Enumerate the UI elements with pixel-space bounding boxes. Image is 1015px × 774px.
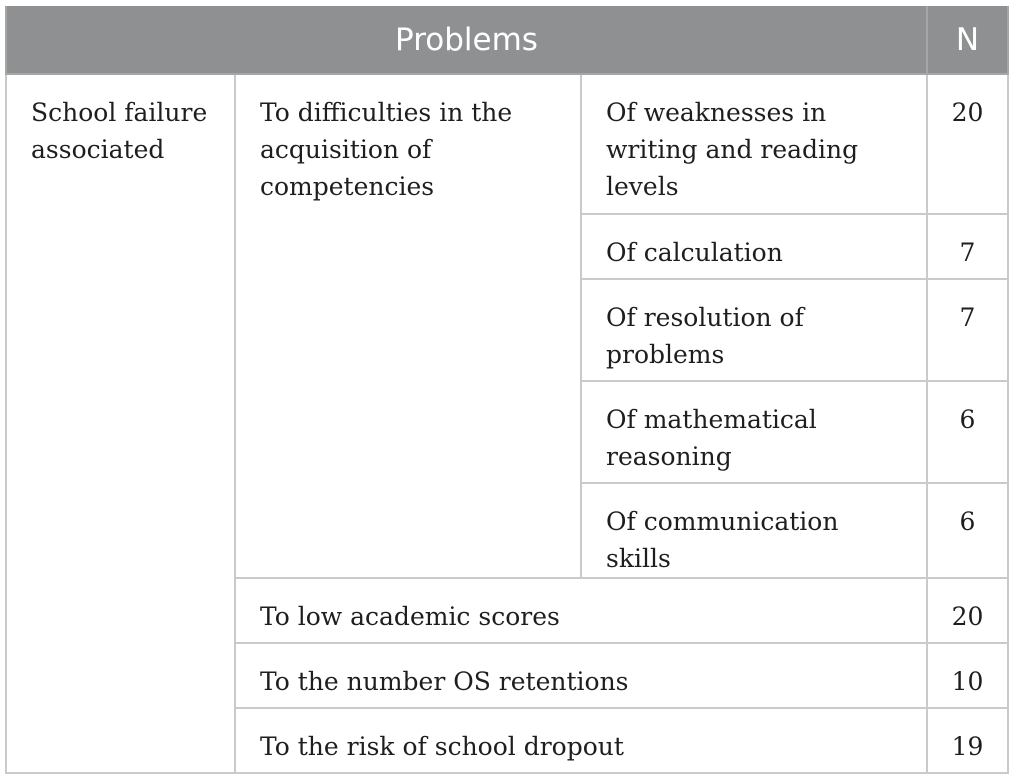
- table-row: [6, 74, 1008, 214]
- row-count: 19: [927, 708, 1008, 773]
- table-header: [6, 6, 1008, 74]
- header-n: N: [927, 6, 1008, 74]
- row-label: To the risk of school dropout: [235, 708, 927, 773]
- row-count: 7: [927, 279, 1008, 381]
- row-label: To the number OS retentions: [235, 643, 927, 708]
- problems-table-container: [5, 6, 1009, 774]
- row-label: Of mathematical reasoning: [581, 381, 927, 483]
- row-label: Of calculation: [581, 214, 927, 279]
- group-cell: School failure associated: [6, 74, 235, 773]
- row-count: 6: [927, 381, 1008, 483]
- row-count: 20: [927, 74, 1008, 214]
- row-label: Of weaknesses in writing and reading levels: [581, 74, 927, 214]
- row-count: 20: [927, 578, 1008, 643]
- row-count: 7: [927, 214, 1008, 279]
- row-label: Of resolution of problems: [581, 279, 927, 381]
- header-problems: Problems: [6, 6, 927, 74]
- subgroup-cell: To difficulties in the acquisition of competencies: [235, 74, 581, 578]
- row-label: To low academic scores: [235, 578, 927, 643]
- row-label: Of communication skills: [581, 483, 927, 578]
- row-count: 6: [927, 483, 1008, 578]
- row-count: 10: [927, 643, 1008, 708]
- problems-table: [5, 6, 1009, 774]
